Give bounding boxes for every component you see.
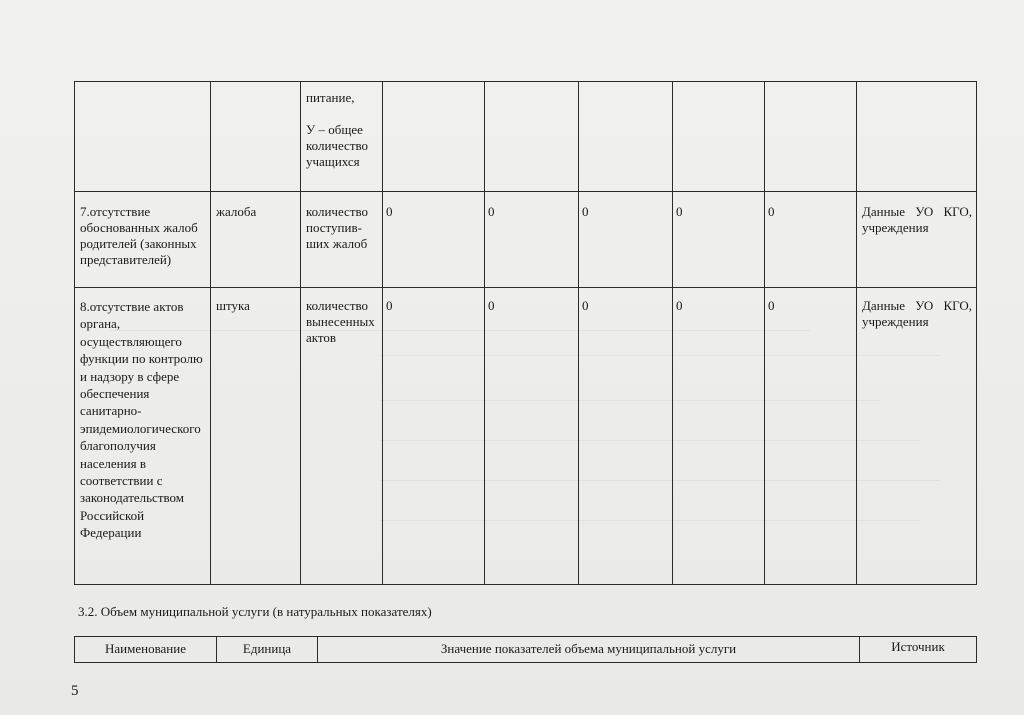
- value-cell: 0: [765, 192, 857, 288]
- formula-line: У – общее количество учащихся: [306, 122, 369, 169]
- source-cell: Данные УО КГО, учреждения: [857, 192, 977, 288]
- header-source: Источник: [860, 637, 977, 663]
- value-cell: 0: [673, 192, 765, 288]
- unit-cell: штука: [211, 288, 301, 585]
- indicator-name-cell: [75, 82, 211, 192]
- header-name: Наименование: [75, 637, 217, 663]
- value-cell: 0: [579, 192, 673, 288]
- table-row: [75, 192, 977, 288]
- header-values: Значение показателей объема муниципальной услуги: [318, 637, 860, 663]
- indicator-name-cell: 8.отсутствие актов органа, осуществляющего функции по контролю и надзору в сфере обеспечения санитарно-эпидемиологического благополучия населения в соответствии с законодательством Российской Федерации: [75, 288, 211, 585]
- value-cell: [579, 82, 673, 192]
- value-cell: 0: [383, 192, 485, 288]
- formula-cell: количество вынесенных актов: [301, 288, 383, 585]
- value-cell: 0: [485, 192, 579, 288]
- value-cell: 0: [673, 288, 765, 585]
- table-header-row: [75, 637, 977, 663]
- quality-indicators-table: [74, 81, 976, 585]
- value-cell: 0: [579, 288, 673, 585]
- indicator-name-cell: 7.отсутствие обоснованных жалоб родителей (законных представителей): [75, 192, 211, 288]
- value-cell: 0: [765, 288, 857, 585]
- volume-table: [74, 636, 976, 663]
- table-row: [75, 288, 977, 585]
- value-cell: [485, 82, 579, 192]
- unit-cell: жалоба: [211, 192, 301, 288]
- value-cell: [765, 82, 857, 192]
- page-number: 5: [71, 683, 79, 699]
- formula-cell: [301, 82, 383, 192]
- unit-cell: [211, 82, 301, 192]
- source-cell: Данные УО КГО, учреждения: [857, 288, 977, 585]
- section-heading: 3.2. Объем муниципальной услуги (в натуральных показателях): [78, 604, 432, 619]
- value-cell: [383, 82, 485, 192]
- value-cell: [673, 82, 765, 192]
- source-cell: [857, 82, 977, 192]
- value-cell: 0: [485, 288, 579, 585]
- value-cell: 0: [383, 288, 485, 585]
- header-unit: Единица: [217, 637, 318, 663]
- formula-line: питание,: [306, 90, 355, 105]
- table-row: [75, 82, 977, 192]
- formula-cell: количество поступив-ших жалоб: [301, 192, 383, 288]
